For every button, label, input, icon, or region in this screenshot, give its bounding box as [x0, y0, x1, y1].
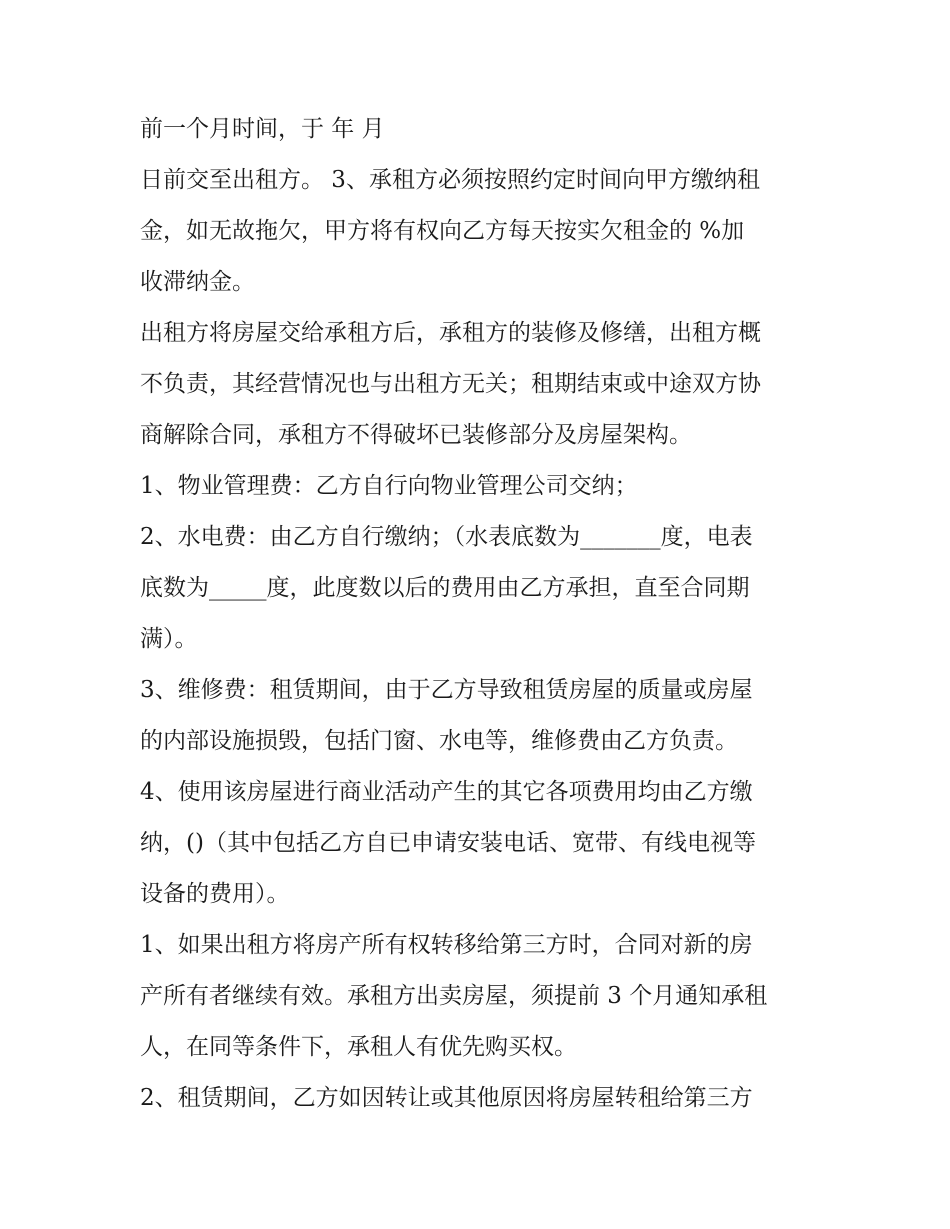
text-line: 产所有者继续有效。承租方出卖房屋，须提前 3 个月通知承租 — [140, 983, 768, 1009]
text-line: 2、水电费：由乙方自行缴纳；（水表底数为_______度，电表 — [140, 524, 753, 550]
text-line: 1、如果出租方将房产所有权转移给第三方时，合同对新的房 — [140, 932, 753, 958]
text-line: 底数为_____度，此度数以后的费用由乙方承担，直至合同期 — [140, 575, 750, 601]
text-line: 2、租赁期间，乙方如因转让或其他原因将房屋转租给第三方 — [140, 1085, 753, 1111]
text-line: 收滞纳金。 — [140, 269, 255, 295]
text-line: 金，如无故拖欠，甲方将有权向乙方每天按实欠租金的 %加 — [140, 218, 745, 244]
text-line: 日前交至出租方。 3、承租方必须按照约定时间向甲方缴纳租 — [140, 167, 760, 193]
text-line: 4、使用该房屋进行商业活动产生的其它各项费用均由乙方缴 — [140, 779, 753, 805]
text-line: 出租方将房屋交给承租方后，承租方的装修及修缮，出租方概 — [140, 320, 761, 346]
text-line: 3、维修费：租赁期间，由于乙方导致租赁房屋的质量或房屋 — [140, 677, 753, 703]
text-line: 商解除合同，承租方不得破坏已装修部分及房屋架构。 — [140, 422, 692, 448]
text-line: 设备的费用）。 — [140, 881, 290, 907]
text-line: 前一个月时间，于 年 月 — [140, 116, 385, 142]
text-line: 纳，()（其中包括乙方自已申请安装电话、宽带、有线电视等 — [140, 830, 756, 856]
text-line: 人，在同等条件下，承租人有优先购买权。 — [140, 1034, 577, 1060]
text-line: 的内部设施损毁，包括门窗、水电等，维修费由乙方负责。 — [140, 728, 738, 754]
text-line: 不负责，其经营情况也与出租方无关；租期结束或中途双方协 — [140, 371, 761, 397]
text-line: 满）。 — [140, 626, 198, 652]
document-body — [140, 104, 820, 1124]
text-line: 1、物业管理费：乙方自行向物业管理公司交纳； — [140, 473, 638, 499]
